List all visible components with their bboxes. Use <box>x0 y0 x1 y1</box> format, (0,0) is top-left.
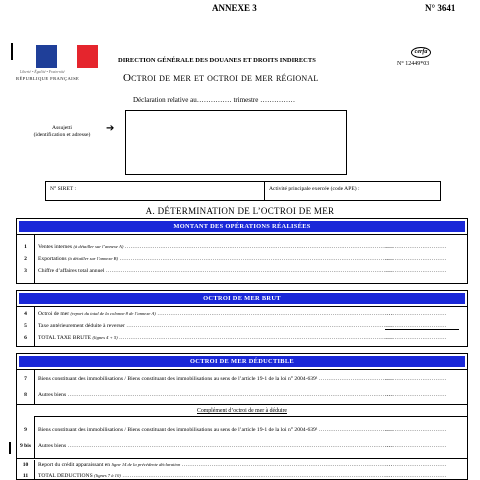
line-number: 5 <box>24 323 27 329</box>
line-label: Chiffre d’affaires total annuel <box>38 268 105 274</box>
section-a-title: A. DÉTERMINATION DE L’OCTROI DE MER <box>145 206 335 216</box>
section-octroi-brut <box>16 290 468 347</box>
amount-field[interactable]: …………………………… <box>385 473 447 479</box>
line-number: 9 <box>24 427 27 433</box>
ape-field[interactable]: Activité principale exercée (code APE) : <box>269 186 360 192</box>
amount-field[interactable]: …………………………… <box>385 376 447 382</box>
line-number: 8 <box>24 392 27 398</box>
line-note: (lignes 4 + 5) <box>92 335 118 340</box>
table-row[interactable] <box>17 335 469 345</box>
line-label: Biens constituant des immobilisations / Biens constituant des immobilisations au sens de l’article 19-1 de la loi n° 2004-639¹ <box>38 427 318 433</box>
line-number: 11 <box>22 473 29 479</box>
section-operations <box>16 218 468 284</box>
siret-field[interactable]: N° SIRET : <box>50 186 77 192</box>
complement-block <box>17 404 467 459</box>
line-note: ligne 14 de la précédente déclaration <box>111 462 181 467</box>
amount-field[interactable]: …………………………… <box>385 335 447 341</box>
amount-field[interactable]: …………………………… <box>385 323 459 330</box>
annexe-label: ANNEXE 3 <box>212 3 257 13</box>
line-number: 1 <box>24 244 27 250</box>
line-note: (report du total de la colonne 8 de l’annexe A) <box>70 311 156 316</box>
line-label: Biens constituant des immobilisations / Biens constituant des immobilisations au sens de l’article 19-1 de la loi n° 2004-639¹ <box>38 376 318 382</box>
form-number: N° 3641 <box>425 3 456 13</box>
line-note: (à détailler sur l’annexe A) <box>73 244 124 249</box>
table-row[interactable] <box>17 323 469 333</box>
line-label: TOTAL TAXE BRUTE <box>38 335 92 341</box>
amount-field[interactable]: …………………………… <box>385 462 447 468</box>
line-number: 2 <box>24 256 27 262</box>
complement-title: Complément d’octroi de mer à déduire <box>197 408 287 414</box>
amount-field[interactable]: …………………………… <box>385 268 447 274</box>
line-label: Taxe antérieurement déduite à reverser <box>38 323 125 329</box>
line-note: (lignes 7 à 10) <box>94 473 121 478</box>
siret-ape-row <box>45 181 441 201</box>
declaration-period: Déclaration relative au…………… trimestre …………… <box>133 96 296 104</box>
table-row[interactable] <box>17 427 469 437</box>
section-header: MONTANT DES OPÉRATIONS RÉALISÉES <box>19 221 465 232</box>
table-row[interactable] <box>17 376 469 386</box>
republic-logo <box>16 45 88 87</box>
amount-field[interactable]: …………………………… <box>385 443 447 449</box>
tricolor-flag-icon <box>36 45 98 68</box>
section-octroi-deductible <box>16 353 468 480</box>
line-number: 7 <box>24 376 27 382</box>
margin-mark <box>11 43 13 60</box>
line-label: Octroi de mer <box>38 311 70 317</box>
section-header: OCTROI DE MER BRUT <box>19 293 465 304</box>
table-row[interactable] <box>17 392 469 402</box>
assujetti-field[interactable] <box>125 110 347 175</box>
table-row[interactable] <box>17 462 469 472</box>
table-row[interactable] <box>17 473 469 480</box>
section-header: OCTROI DE MER DÉDUCTIBLE <box>19 356 465 367</box>
line-label: Ventes internes <box>38 244 73 250</box>
table-row[interactable] <box>17 443 469 453</box>
arrow-right-icon: ➔ <box>106 123 115 134</box>
line-label: TOTAL DÉDUCTIONS <box>38 473 93 479</box>
amount-field[interactable]: …………………………… <box>385 256 447 262</box>
table-row[interactable] <box>17 268 469 278</box>
line-number: 10 <box>22 462 29 468</box>
line-number: 9 bis <box>19 443 32 449</box>
line-number: 6 <box>24 335 27 341</box>
line-label: Exportations <box>38 256 67 262</box>
line-label: Autres biens <box>38 392 67 398</box>
assujetti-label-line2: (identification et adresse) <box>33 132 91 138</box>
line-number: 3 <box>24 268 27 274</box>
cerfa-logo: cerfa <box>411 47 431 58</box>
margin-mark <box>9 442 11 454</box>
amount-field[interactable]: …………………………… <box>385 311 447 317</box>
direction-title: DIRECTION GÉNÉRALE DES DOUANES ET DROITS INDIRECTS <box>118 57 316 64</box>
cerfa-number: N° 12449*03 <box>397 61 430 67</box>
amount-field[interactable]: …………………………… <box>385 392 447 398</box>
logo-motto: Liberté • Égalité • Fraternité <box>20 70 65 74</box>
form-title: Octroi de mer et octroi de mer régional <box>123 72 319 84</box>
table-row[interactable] <box>17 244 469 254</box>
line-number: 4 <box>24 311 27 317</box>
logo-republic-text: RÉPUBLIQUE FRANÇAISE <box>16 76 80 81</box>
amount-field[interactable]: …………………………… <box>385 427 447 433</box>
line-label: Report du crédit apparaissant en <box>38 462 111 468</box>
line-note: (à détailler sur l’annexe B) <box>68 256 119 261</box>
line-label: Autres biens <box>38 443 67 449</box>
table-row[interactable] <box>17 256 469 266</box>
assujetti-label-line1: Assujetti <box>52 125 72 131</box>
table-row[interactable] <box>17 311 469 321</box>
amount-field[interactable]: …………………………… <box>385 244 447 250</box>
assujetti-label <box>28 125 96 139</box>
